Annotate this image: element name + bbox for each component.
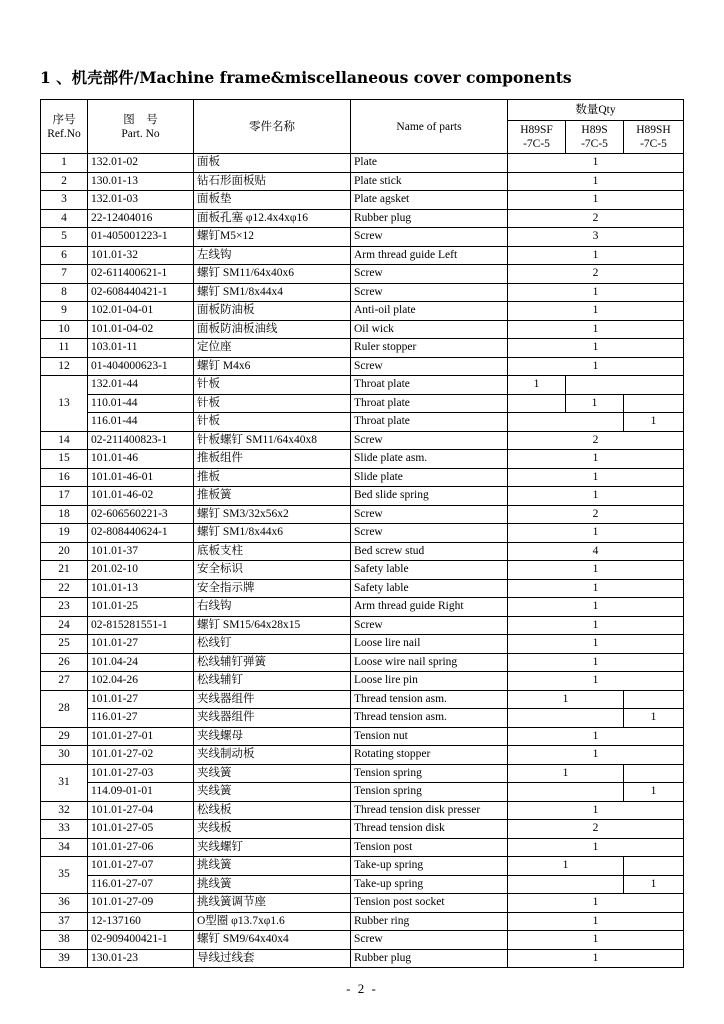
part-name-en-cell: Take-up spring — [351, 875, 508, 894]
table-row — [41, 283, 684, 302]
table-row — [41, 616, 684, 635]
part-no-cell: 101.01-27-04 — [88, 801, 194, 820]
table-row — [41, 635, 684, 654]
qty-cell: 1 — [508, 468, 684, 487]
table-row — [41, 339, 684, 358]
part-no-cell: 102.04-26 — [88, 672, 194, 691]
table-row — [41, 209, 684, 228]
parts-table — [40, 99, 684, 968]
part-name-en-cell: Rubber plug — [351, 949, 508, 968]
part-name-zh-cell: 面板防油板油线 — [194, 320, 351, 339]
part-name-zh-cell: 挑线簧 — [194, 875, 351, 894]
table-row — [41, 875, 684, 894]
part-name-en-cell: Thread tension asm. — [351, 690, 508, 709]
qty-cell — [566, 376, 684, 395]
header-ref-zh: 序号 — [52, 113, 76, 126]
ref-no-cell: 24 — [41, 616, 88, 635]
header-name-zh: 零件名称 — [194, 100, 351, 154]
part-name-zh-cell: 夹线螺母 — [194, 727, 351, 746]
part-name-zh-cell: 钻石形面板贴 — [194, 172, 351, 191]
model-line2: -7C-5 — [640, 138, 667, 150]
part-no-cell: 02-909400421-1 — [88, 931, 194, 950]
part-name-en-cell: Screw — [351, 357, 508, 376]
part-no-cell: 101.01-13 — [88, 579, 194, 598]
table-row — [41, 653, 684, 672]
ref-no-cell: 14 — [41, 431, 88, 450]
part-no-cell: 101.01-27-05 — [88, 820, 194, 839]
ref-no-cell: 6 — [41, 246, 88, 265]
part-no-cell: 102.01-04-01 — [88, 302, 194, 321]
qty-cell: 1 — [508, 487, 684, 506]
qty-cell: 1 — [508, 857, 624, 876]
qty-cell — [508, 394, 566, 413]
page-number: - 2 - — [346, 981, 378, 996]
header-model-h89sf — [508, 121, 566, 154]
part-name-zh-cell: 夹线簧 — [194, 783, 351, 802]
part-no-cell: 114.09-01-01 — [88, 783, 194, 802]
ref-no-cell: 34 — [41, 838, 88, 857]
part-no-cell: 130.01-13 — [88, 172, 194, 191]
part-no-cell: 02-606560221-3 — [88, 505, 194, 524]
part-name-en-cell: Screw — [351, 931, 508, 950]
ref-no-cell: 28 — [41, 690, 88, 727]
part-name-en-cell: Rubber plug — [351, 209, 508, 228]
part-name-zh-cell: 推板簧 — [194, 487, 351, 506]
part-name-en-cell: Rotating stopper — [351, 746, 508, 765]
part-no-cell: 101.01-27 — [88, 690, 194, 709]
part-name-zh-cell: 螺钉 SM1/8x44x6 — [194, 524, 351, 543]
part-name-en-cell: Take-up spring — [351, 857, 508, 876]
part-name-zh-cell: 夹线器组件 — [194, 709, 351, 728]
part-name-en-cell: Plate stick — [351, 172, 508, 191]
part-name-en-cell: Screw — [351, 616, 508, 635]
header-part-en: Part. No — [121, 127, 160, 140]
part-no-cell: 12-137160 — [88, 912, 194, 931]
table-row — [41, 320, 684, 339]
table-row — [41, 468, 684, 487]
ref-no-cell: 1 — [41, 154, 88, 173]
ref-no-cell: 23 — [41, 598, 88, 617]
table-row — [41, 746, 684, 765]
part-name-en-cell: Screw — [351, 228, 508, 247]
part-no-cell: 101.01-46-01 — [88, 468, 194, 487]
part-no-cell: 101.01-27-06 — [88, 838, 194, 857]
qty-cell: 1 — [508, 246, 684, 265]
part-name-en-cell: Tension post — [351, 838, 508, 857]
ref-no-cell: 26 — [41, 653, 88, 672]
ref-no-cell: 31 — [41, 764, 88, 801]
part-no-cell: 101.01-27-07 — [88, 857, 194, 876]
table-row — [41, 857, 684, 876]
qty-cell: 1 — [508, 635, 684, 654]
table-row — [41, 801, 684, 820]
header-ref-en: Ref.No — [47, 127, 81, 140]
part-name-en-cell: Screw — [351, 265, 508, 284]
table-row — [41, 579, 684, 598]
qty-cell — [508, 709, 624, 728]
qty-cell — [624, 764, 684, 783]
qty-cell — [508, 783, 624, 802]
table-row — [41, 709, 684, 728]
part-name-en-cell: Loose wire nail spring — [351, 653, 508, 672]
model-line2: -7C-5 — [581, 138, 608, 150]
table-row — [41, 191, 684, 210]
qty-cell: 1 — [508, 376, 566, 395]
part-name-zh-cell: 挑线簧 — [194, 857, 351, 876]
part-name-zh-cell: 螺钉 SM15/64x28x15 — [194, 616, 351, 635]
qty-cell: 1 — [508, 191, 684, 210]
part-name-en-cell: Thread tension disk presser — [351, 801, 508, 820]
qty-cell — [624, 690, 684, 709]
header-part-no — [88, 100, 194, 154]
qty-cell: 1 — [508, 912, 684, 931]
table-row — [41, 172, 684, 191]
table-row — [41, 357, 684, 376]
part-name-zh-cell: 针板 — [194, 413, 351, 432]
part-no-cell: 101.01-27-09 — [88, 894, 194, 913]
table-row — [41, 783, 684, 802]
part-no-cell: 101.01-04-02 — [88, 320, 194, 339]
part-name-zh-cell: 螺钉M5×12 — [194, 228, 351, 247]
qty-cell: 1 — [508, 320, 684, 339]
part-name-en-cell: Arm thread guide Right — [351, 598, 508, 617]
ref-no-cell: 21 — [41, 561, 88, 580]
part-no-cell: 101.01-46-02 — [88, 487, 194, 506]
part-name-zh-cell: 挑线簧调节座 — [194, 894, 351, 913]
ref-no-cell: 29 — [41, 727, 88, 746]
part-name-en-cell: Safety lable — [351, 561, 508, 580]
qty-cell — [624, 394, 684, 413]
part-name-en-cell: Tension spring — [351, 783, 508, 802]
part-name-zh-cell: 螺钉 SM9/64x40x4 — [194, 931, 351, 950]
qty-cell: 1 — [508, 801, 684, 820]
header-ref — [41, 100, 88, 154]
qty-cell: 1 — [508, 172, 684, 191]
qty-cell: 2 — [508, 265, 684, 284]
qty-cell: 1 — [508, 450, 684, 469]
ref-no-cell: 15 — [41, 450, 88, 469]
qty-cell: 1 — [508, 653, 684, 672]
part-name-zh-cell: 夹线器组件 — [194, 690, 351, 709]
part-name-en-cell: Throat plate — [351, 376, 508, 395]
table-row — [41, 413, 684, 432]
part-no-cell: 01-404000623-1 — [88, 357, 194, 376]
part-name-zh-cell: 面板防油板 — [194, 302, 351, 321]
part-name-zh-cell: 松线辅钉弹簧 — [194, 653, 351, 672]
table-row — [41, 524, 684, 543]
part-no-cell: 116.01-44 — [88, 413, 194, 432]
part-no-cell: 201.02-10 — [88, 561, 194, 580]
part-name-zh-cell: 螺钉 SM3/32x56x2 — [194, 505, 351, 524]
qty-cell: 1 — [508, 524, 684, 543]
qty-cell: 1 — [624, 709, 684, 728]
part-no-cell: 116.01-27-07 — [88, 875, 194, 894]
table-row — [41, 598, 684, 617]
part-name-zh-cell: 推板 — [194, 468, 351, 487]
part-no-cell: 22-12404016 — [88, 209, 194, 228]
part-no-cell: 101.01-46 — [88, 450, 194, 469]
qty-cell: 2 — [508, 209, 684, 228]
part-no-cell: 132.01-44 — [88, 376, 194, 395]
part-name-zh-cell: 左线钩 — [194, 246, 351, 265]
qty-cell: 1 — [508, 894, 684, 913]
part-name-zh-cell: 推板组件 — [194, 450, 351, 469]
table-row — [41, 394, 684, 413]
part-name-en-cell: Screw — [351, 431, 508, 450]
table-row — [41, 431, 684, 450]
ref-no-cell: 37 — [41, 912, 88, 931]
qty-cell: 1 — [508, 339, 684, 358]
part-name-en-cell: Ruler stopper — [351, 339, 508, 358]
part-no-cell: 02-211400823-1 — [88, 431, 194, 450]
model-line1: H89SF — [520, 124, 553, 136]
part-name-en-cell: Tension nut — [351, 727, 508, 746]
qty-cell: 1 — [508, 727, 684, 746]
table-row — [41, 542, 684, 561]
qty-cell: 1 — [508, 746, 684, 765]
part-name-zh-cell: 底板支柱 — [194, 542, 351, 561]
part-no-cell: 101.01-27-02 — [88, 746, 194, 765]
part-name-en-cell: Plate — [351, 154, 508, 173]
part-name-zh-cell: 夹线簧 — [194, 764, 351, 783]
part-name-zh-cell: 松线辅钉 — [194, 672, 351, 691]
qty-cell: 1 — [624, 875, 684, 894]
table-row — [41, 265, 684, 284]
ref-no-cell: 12 — [41, 357, 88, 376]
ref-no-cell: 10 — [41, 320, 88, 339]
part-name-en-cell: Arm thread guide Left — [351, 246, 508, 265]
ref-no-cell: 18 — [41, 505, 88, 524]
part-no-cell: 101.01-27 — [88, 635, 194, 654]
table-row — [41, 376, 684, 395]
part-no-cell: 132.01-03 — [88, 191, 194, 210]
qty-cell: 1 — [624, 783, 684, 802]
qty-cell: 1 — [508, 949, 684, 968]
part-no-cell: 01-405001223-1 — [88, 228, 194, 247]
ref-no-cell: 32 — [41, 801, 88, 820]
part-name-zh-cell: 面板 — [194, 154, 351, 173]
model-line1: H89S — [581, 124, 608, 136]
ref-no-cell: 33 — [41, 820, 88, 839]
ref-no-cell: 22 — [41, 579, 88, 598]
part-name-zh-cell: 安全指示牌 — [194, 579, 351, 598]
part-no-cell: 02-815281551-1 — [88, 616, 194, 635]
part-no-cell: 110.01-44 — [88, 394, 194, 413]
table-row — [41, 505, 684, 524]
table-row — [41, 894, 684, 913]
qty-cell: 1 — [508, 931, 684, 950]
ref-no-cell: 19 — [41, 524, 88, 543]
part-name-zh-cell: 松线钉 — [194, 635, 351, 654]
part-name-zh-cell: 夹线螺钉 — [194, 838, 351, 857]
part-name-zh-cell: 针板 — [194, 376, 351, 395]
qty-cell: 1 — [566, 394, 624, 413]
qty-cell: 1 — [508, 154, 684, 173]
part-name-en-cell: Screw — [351, 505, 508, 524]
part-name-zh-cell: O型圈 φ13.7xφ1.6 — [194, 912, 351, 931]
part-no-cell: 101.01-25 — [88, 598, 194, 617]
part-name-en-cell: Oil wick — [351, 320, 508, 339]
ref-no-cell: 3 — [41, 191, 88, 210]
ref-no-cell: 25 — [41, 635, 88, 654]
table-row — [41, 302, 684, 321]
ref-no-cell: 5 — [41, 228, 88, 247]
part-no-cell: 132.01-02 — [88, 154, 194, 173]
part-name-en-cell: Rubber ring — [351, 912, 508, 931]
part-name-en-cell: Throat plate — [351, 394, 508, 413]
part-no-cell: 101.01-27-03 — [88, 764, 194, 783]
part-name-zh-cell: 夹线制动板 — [194, 746, 351, 765]
qty-cell: 2 — [508, 431, 684, 450]
section-title: 1 、机壳部件/Machine frame&miscellaneous cover components — [40, 68, 572, 87]
table-row — [41, 727, 684, 746]
part-name-zh-cell: 导线过线套 — [194, 949, 351, 968]
qty-cell: 1 — [508, 561, 684, 580]
part-no-cell: 130.01-23 — [88, 949, 194, 968]
header-model-h89s — [566, 121, 624, 154]
part-no-cell: 02-608440421-1 — [88, 283, 194, 302]
header-name-en: Name of parts — [351, 100, 508, 154]
part-no-cell: 116.01-27 — [88, 709, 194, 728]
qty-cell: 2 — [508, 820, 684, 839]
ref-no-cell: 11 — [41, 339, 88, 358]
ref-no-cell: 2 — [41, 172, 88, 191]
qty-cell: 2 — [508, 505, 684, 524]
part-name-en-cell: Thread tension disk — [351, 820, 508, 839]
ref-no-cell: 27 — [41, 672, 88, 691]
table-row — [41, 450, 684, 469]
ref-no-cell: 30 — [41, 746, 88, 765]
parts-body — [41, 154, 684, 968]
part-name-zh-cell: 定位座 — [194, 339, 351, 358]
part-no-cell: 101.04-24 — [88, 653, 194, 672]
part-name-zh-cell: 螺钉 SM11/64x40x6 — [194, 265, 351, 284]
table-row — [41, 154, 684, 173]
part-name-zh-cell: 夹线板 — [194, 820, 351, 839]
part-name-zh-cell: 针板螺钉 SM11/64x40x8 — [194, 431, 351, 450]
part-name-zh-cell: 面板垫 — [194, 191, 351, 210]
part-name-en-cell: Anti-oil plate — [351, 302, 508, 321]
table-row — [41, 561, 684, 580]
ref-no-cell: 9 — [41, 302, 88, 321]
ref-no-cell: 39 — [41, 949, 88, 968]
part-name-zh-cell: 松线板 — [194, 801, 351, 820]
table-row — [41, 672, 684, 691]
qty-cell: 1 — [508, 616, 684, 635]
qty-cell — [508, 875, 624, 894]
part-name-en-cell: Throat plate — [351, 413, 508, 432]
qty-cell — [624, 857, 684, 876]
part-no-cell: 103.01-11 — [88, 339, 194, 358]
part-no-cell: 101.01-37 — [88, 542, 194, 561]
header-part-zh: 图 号 — [123, 113, 158, 126]
table-row — [41, 949, 684, 968]
qty-cell: 1 — [508, 357, 684, 376]
part-name-en-cell: Loose lire pin — [351, 672, 508, 691]
ref-no-cell: 8 — [41, 283, 88, 302]
part-name-en-cell: Plate agsket — [351, 191, 508, 210]
qty-cell: 1 — [508, 838, 684, 857]
part-name-en-cell: Tension spring — [351, 764, 508, 783]
header-model-h89sh — [624, 121, 684, 154]
qty-cell: 1 — [508, 764, 624, 783]
ref-no-cell: 7 — [41, 265, 88, 284]
table-row — [41, 838, 684, 857]
part-name-en-cell: Thread tension asm. — [351, 709, 508, 728]
part-name-en-cell: Safety lable — [351, 579, 508, 598]
qty-cell: 1 — [508, 283, 684, 302]
table-row — [41, 764, 684, 783]
part-name-en-cell: Bed screw stud — [351, 542, 508, 561]
part-name-en-cell: Screw — [351, 283, 508, 302]
table-row — [41, 912, 684, 931]
model-line1: H89SH — [636, 124, 671, 136]
ref-no-cell: 16 — [41, 468, 88, 487]
header-qty: 数量Qty — [508, 100, 684, 121]
part-name-zh-cell: 面板孔塞 φ12.4x4xφ16 — [194, 209, 351, 228]
qty-cell: 1 — [508, 598, 684, 617]
part-no-cell: 101.01-32 — [88, 246, 194, 265]
part-name-zh-cell: 螺钉 SM1/8x44x4 — [194, 283, 351, 302]
part-name-en-cell: Screw — [351, 524, 508, 543]
part-name-en-cell: Tension post socket — [351, 894, 508, 913]
model-line2: -7C-5 — [523, 138, 550, 150]
qty-cell: 1 — [508, 690, 624, 709]
ref-no-cell: 36 — [41, 894, 88, 913]
table-row — [41, 820, 684, 839]
table-row — [41, 246, 684, 265]
ref-no-cell: 17 — [41, 487, 88, 506]
part-name-en-cell: Slide plate — [351, 468, 508, 487]
qty-cell: 1 — [508, 579, 684, 598]
part-name-en-cell: Bed slide spring — [351, 487, 508, 506]
part-name-zh-cell: 针板 — [194, 394, 351, 413]
ref-no-cell: 38 — [41, 931, 88, 950]
part-name-zh-cell: 安全标识 — [194, 561, 351, 580]
part-name-zh-cell: 右线钩 — [194, 598, 351, 617]
qty-cell — [508, 413, 624, 432]
qty-cell: 1 — [508, 302, 684, 321]
qty-cell: 4 — [508, 542, 684, 561]
table-row — [41, 931, 684, 950]
part-no-cell: 101.01-27-01 — [88, 727, 194, 746]
ref-no-cell: 35 — [41, 857, 88, 894]
part-no-cell: 02-808440624-1 — [88, 524, 194, 543]
qty-cell: 1 — [508, 672, 684, 691]
part-name-en-cell: Slide plate asm. — [351, 450, 508, 469]
table-row — [41, 487, 684, 506]
qty-cell: 1 — [624, 413, 684, 432]
ref-no-cell: 20 — [41, 542, 88, 561]
part-name-en-cell: Loose lire nail — [351, 635, 508, 654]
ref-no-cell: 4 — [41, 209, 88, 228]
part-name-zh-cell: 螺钉 M4x6 — [194, 357, 351, 376]
table-row — [41, 228, 684, 247]
ref-no-cell: 13 — [41, 376, 88, 432]
part-no-cell: 02-611400621-1 — [88, 265, 194, 284]
qty-cell: 3 — [508, 228, 684, 247]
table-row — [41, 690, 684, 709]
